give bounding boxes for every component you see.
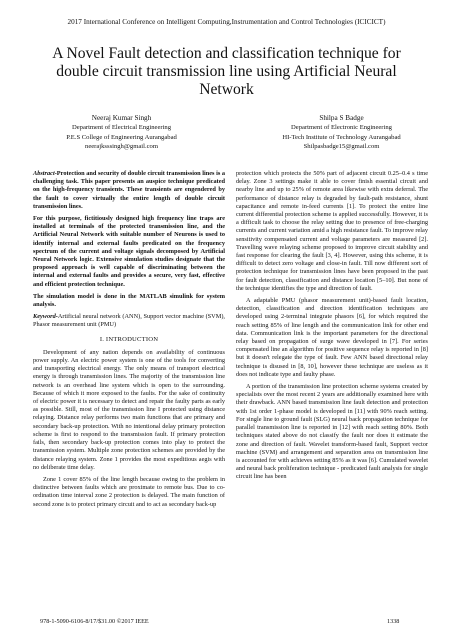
keywords-text: Artificial neural network (ANN), Support vector machine (SVM), Phasor measurement unit (PMU) [33,313,225,329]
author-block-1 [34,114,209,151]
body-paragraph: Zone 1 cover 85% of the line length because owing to the problem in distinctive between faults which are proximate to remote bus. Due to co-ordination time interval zone 2 protection is delayed. The main function of second zone is to protect primary circuit and to act as secondary back-up [33,475,225,508]
body-paragraph: A adaptable PMU (phasor measurement unit)-based fault location, detection, classification and direction identification techniques are developed using 2-terminal integrate phasors [6], for which required the reach setting 85% of line length and the communication link for other end data. Communication link is the important parameters for the directional relay based on propagation of surge wave developed in [7]. For series compensated line an algorithm for positive sequence relay is reported in [8] but it doesn't relegate the type of fault. Few ANN based directional relay technique is disused in [8, 10], however these technique are useless as it does not indicate type and faulty phase. [236,297,428,378]
keywords-paragraph [33,313,225,329]
body-paragraph: protection which protects the 50% part of adjacent circuit 0.25–0.4 s time delay. Zone 3 settings make it able to cover finish essential circuit and nearby line and up to 25% of remote area likewise with extra deferral. The performance of distance relay is degraded by fault-path resistance, shunt capacitance and remote in-feed currents [1]. To protect the entire line current differential protection scheme is applied successfully. However, it is a difficult task to choose the relay setting due to presence of free-charging currents and current variation amid a high resistance fault. To improve relay sensitivity compensated current and voltage parameters are measured [2]. Travelling wave relaying scheme proposed to improve circuit stability and fast response for clearing the fault [3, 4]. However, using this scheme, it is difficult to detect zero voltage and close-in fault. Till now different sort of protection technique for transmission lines have been proposed in the past for fault detection, classification and distance location [5–10]. But none of the technique identifies the type and direction of fault. [236,170,428,292]
keywords-label: Keyword- [33,313,58,321]
footer-isbn: 978-1-5090-6106-8/17/$31.00 ©2017 IEEE [40,618,149,625]
body-paragraph: A portion of the transmission line protection scheme systems created by specialists over the most recent 2 years are additionally examined here with their drawback. ANN based transmission line fault detection and protection with 1st order 1-phase model is developed in [11] with 90% reach setting. For single line to ground fault (SLG) neural back propagation technique for parallel transmission line is reported in [12] with reach setting 80%. Both techniques stated above do not classify the fault nor does it estimate the zone and direction of fault. Wavelet transform-based fault, Support vector machine (SVM) and arrangement and separation area on transmission line is accounted for with achieves setting 85% as it was [6]. Cumulated wavelet and neural back proliferation technique - predicated fault analysis for single circuit line has been [236,383,428,481]
page-number: 1338 [387,618,400,625]
author-institution: HI-Tech Institute of Technology Aurangabad [282,133,401,141]
abstract-paragraph: For this purpose, fictitiously designed high frequency line traps are installed at terminals of the protected transmission line, and the Artificial Neural Network with suitable number of Neurons is used to identify internal and external faults predicated on the frequency spectrum of the current and voltage signals decomposed by Artificial Neural Network logic. Extensive simulation studies designate that the proposed approach is well capable of discriminating between the internal and external faults and provides a secure, very fast, effective and efficient protection technique. [33,215,225,288]
author-department: Department of Electronic Engineering [291,124,392,132]
author-email: neerajksssingh@gmail.com [85,142,158,150]
right-column [236,170,428,486]
author-institution: P.E.S College of Engineering Aurangabad [66,133,177,141]
author-department: Department of Electrical Engineering [71,124,172,132]
body-paragraph: Development of any nation depends on availability of continuous power supply. An electric power system is one of the tools for converting and transporting electrical energy. The only means of transport electrical energy is through transmission lines. The majority of the transmission line network is an overhead line system which is open to the surrounding. Because of which it more exposed to the faults. For the sake of continuity of electric power it is necessary to detect and repair the faulty parts as early as possible. Still, most of the transmission line I protected using distance relaying. Distance relay performs two main functions that are primary and secondary back-up protection. With no intentional delay primary protection scheme is first to respond to the transmission fault. If primary protection fails, then secondary back-up protection comes into play to protect the transmission system. Multiple zone protection schemes are provided by the distance relaying system. Zone 1 provides the most expeditious aegis with no deliberate time delay. [33,348,225,471]
author-email: Shilpasbadge15@gmail.com [303,142,380,150]
author-block-2 [254,114,429,151]
abstract-paragraph [33,170,225,211]
abstract-text: Protection and security of double circuit transmission lines is a challenging task. This paper presents an auspice technique predicated on the high-frequency transients. These transients are engendered by the fault to cover virtually the entire length of double circuit transmission lines. [33,170,226,210]
abstract-label: Abstract- [33,170,57,177]
section-heading: I. INTRODUCTION [99,335,159,343]
paper-title: A Novel Fault detection and classification technique for double circuit transmission line using Artificial Neural Network [52,45,401,98]
conference-header: 2017 International Conference on Intelligent Computing,Instrumentation and Control Technologies (ICICICT) [67,18,386,26]
abstract-paragraph: The simulation model is done in the MATLAB simulink for system analysis. [33,292,225,309]
left-column [33,170,225,513]
author-name: Neeraj Kumar Singh [91,114,152,122]
author-name: Shilpa S Badge [319,114,364,122]
